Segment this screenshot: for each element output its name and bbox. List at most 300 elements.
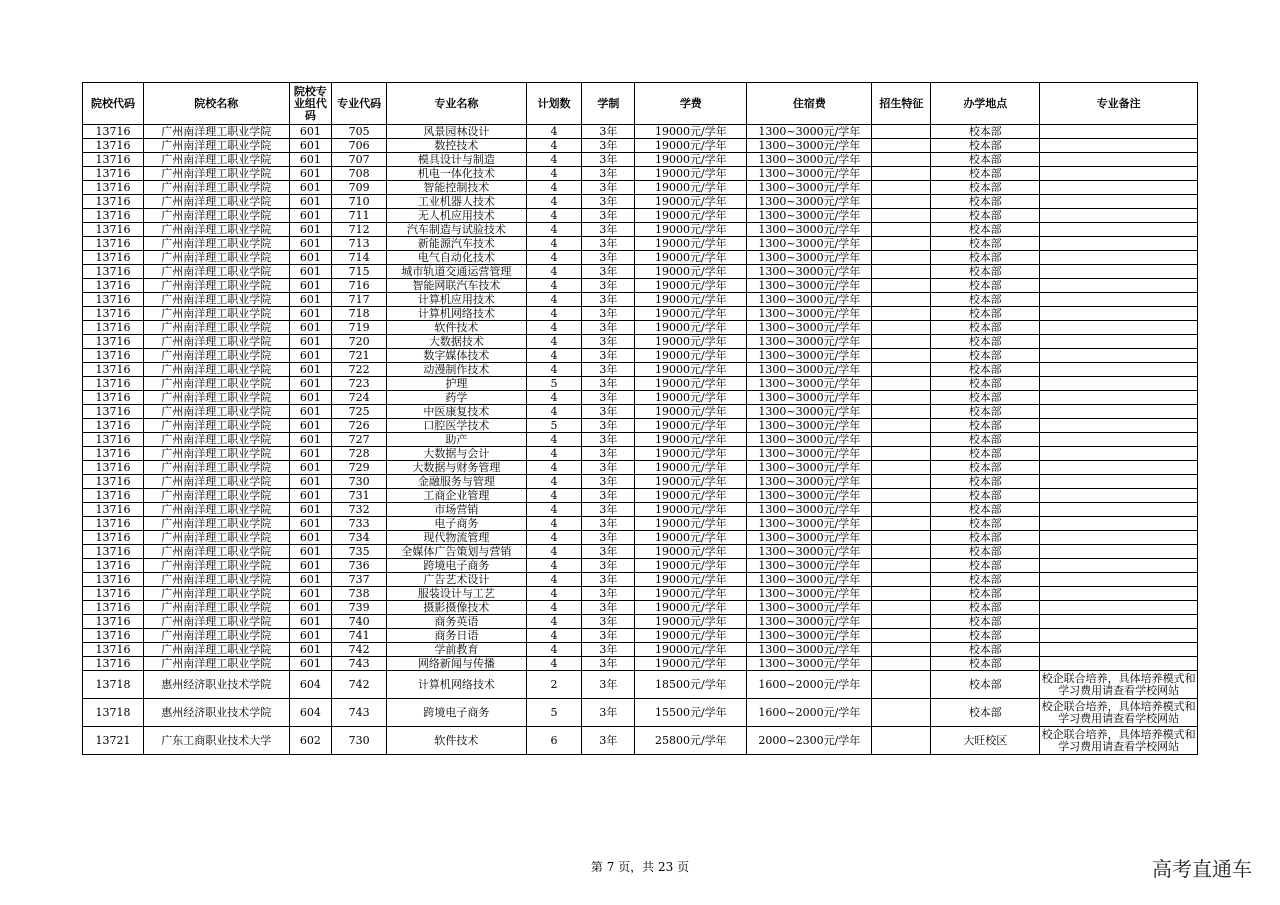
campus-cell: 校本部	[931, 153, 1040, 167]
accommodation-cell: 1300~3000元/学年	[747, 139, 872, 153]
group-code-cell: 601	[289, 293, 332, 307]
duration-cell: 3年	[582, 475, 635, 489]
plan-count-cell: 4	[526, 573, 582, 587]
enrollment-feature-cell	[872, 223, 931, 237]
tuition-cell: 19000元/学年	[635, 545, 747, 559]
enrollment-feature-cell	[872, 601, 931, 615]
accommodation-cell: 1300~3000元/学年	[747, 307, 872, 321]
tuition-cell: 19000元/学年	[635, 279, 747, 293]
enrollment-feature-cell	[872, 405, 931, 419]
school-code-cell: 13716	[83, 615, 144, 629]
school-code-cell: 13716	[83, 335, 144, 349]
school-name-cell: 广州南洋理工职业学院	[144, 307, 289, 321]
enrollment-feature-cell	[872, 153, 931, 167]
col-header-campus: 办学地点	[931, 83, 1040, 125]
duration-cell: 3年	[582, 363, 635, 377]
tuition-cell: 19000元/学年	[635, 573, 747, 587]
plan-count-cell: 4	[526, 223, 582, 237]
school-name-cell: 广州南洋理工职业学院	[144, 181, 289, 195]
table-row	[83, 503, 1198, 517]
major-code-cell: 732	[332, 503, 387, 517]
tuition-cell: 19000元/学年	[635, 517, 747, 531]
school-name-cell: 广州南洋理工职业学院	[144, 615, 289, 629]
duration-cell: 3年	[582, 447, 635, 461]
table-row	[83, 377, 1198, 391]
table-row	[83, 433, 1198, 447]
enrollment-feature-cell	[872, 545, 931, 559]
major-code-cell: 722	[332, 363, 387, 377]
school-code-cell: 13718	[83, 671, 144, 699]
school-name-cell: 广州南洋理工职业学院	[144, 475, 289, 489]
duration-cell: 3年	[582, 265, 635, 279]
major-name-cell: 工业机器人技术	[387, 195, 526, 209]
group-code-cell: 601	[289, 195, 332, 209]
major-notes-cell	[1040, 167, 1198, 181]
duration-cell: 3年	[582, 531, 635, 545]
duration-cell: 3年	[582, 601, 635, 615]
group-code-cell: 601	[289, 601, 332, 615]
accommodation-cell: 1300~3000元/学年	[747, 433, 872, 447]
campus-cell: 校本部	[931, 293, 1040, 307]
group-code-cell: 601	[289, 321, 332, 335]
duration-cell: 3年	[582, 559, 635, 573]
plan-count-cell: 4	[526, 643, 582, 657]
campus-cell: 校本部	[931, 237, 1040, 251]
campus-cell: 校本部	[931, 643, 1040, 657]
tuition-cell: 19000元/学年	[635, 391, 747, 405]
school-name-cell: 广州南洋理工职业学院	[144, 657, 289, 671]
tuition-cell: 19000元/学年	[635, 223, 747, 237]
major-name-cell: 大数据与会计	[387, 447, 526, 461]
school-name-cell: 广州南洋理工职业学院	[144, 545, 289, 559]
tuition-cell: 19000元/学年	[635, 293, 747, 307]
major-notes-cell	[1040, 293, 1198, 307]
major-code-cell: 708	[332, 167, 387, 181]
school-name-cell: 广州南洋理工职业学院	[144, 195, 289, 209]
duration-cell: 3年	[582, 489, 635, 503]
school-name-cell: 广州南洋理工职业学院	[144, 209, 289, 223]
major-code-cell: 714	[332, 251, 387, 265]
group-code-cell: 601	[289, 251, 332, 265]
enrollment-feature-cell	[872, 377, 931, 391]
table-row	[83, 657, 1198, 671]
col-header-accommodation: 住宿费	[747, 83, 872, 125]
school-name-cell: 广州南洋理工职业学院	[144, 279, 289, 293]
campus-cell: 校本部	[931, 489, 1040, 503]
accommodation-cell: 1300~3000元/学年	[747, 279, 872, 293]
campus-cell: 校本部	[931, 461, 1040, 475]
major-code-cell: 716	[332, 279, 387, 293]
school-code-cell: 13716	[83, 475, 144, 489]
enrollment-feature-cell	[872, 419, 931, 433]
school-code-cell: 13716	[83, 349, 144, 363]
duration-cell: 3年	[582, 503, 635, 517]
enrollment-feature-cell	[872, 643, 931, 657]
campus-cell: 校本部	[931, 601, 1040, 615]
major-name-cell: 数字媒体技术	[387, 349, 526, 363]
major-name-cell: 数控技术	[387, 139, 526, 153]
accommodation-cell: 1300~3000元/学年	[747, 405, 872, 419]
group-code-cell: 601	[289, 657, 332, 671]
accommodation-cell: 1300~3000元/学年	[747, 615, 872, 629]
table-row	[83, 125, 1198, 139]
campus-cell: 校本部	[931, 223, 1040, 237]
enrollment-feature-cell	[872, 251, 931, 265]
school-code-cell: 13716	[83, 489, 144, 503]
admission-plan-table	[82, 82, 1198, 755]
major-notes-cell	[1040, 125, 1198, 139]
major-name-cell: 电气自动化技术	[387, 251, 526, 265]
accommodation-cell: 1300~3000元/学年	[747, 321, 872, 335]
major-notes-cell	[1040, 419, 1198, 433]
campus-cell: 校本部	[931, 545, 1040, 559]
table-row	[83, 727, 1198, 755]
enrollment-feature-cell	[872, 195, 931, 209]
major-notes-cell	[1040, 531, 1198, 545]
duration-cell: 3年	[582, 307, 635, 321]
plan-count-cell: 4	[526, 517, 582, 531]
school-code-cell: 13716	[83, 643, 144, 657]
school-code-cell: 13716	[83, 279, 144, 293]
campus-cell: 校本部	[931, 587, 1040, 601]
campus-cell: 校本部	[931, 265, 1040, 279]
major-code-cell: 739	[332, 601, 387, 615]
table-row	[83, 573, 1198, 587]
major-notes-cell	[1040, 265, 1198, 279]
major-notes-cell: 校企联合培养，具体培养模式和学习费用请查看学校网站	[1041, 699, 1196, 725]
enrollment-feature-cell	[872, 335, 931, 349]
tuition-cell: 19000元/学年	[635, 531, 747, 545]
major-name-cell: 广告艺术设计	[387, 573, 526, 587]
table-row	[83, 181, 1198, 195]
school-code-cell: 13716	[83, 629, 144, 643]
col-header-duration: 学制	[582, 83, 635, 125]
tuition-cell: 19000元/学年	[635, 349, 747, 363]
tuition-cell: 19000元/学年	[635, 125, 747, 139]
group-code-cell: 602	[289, 727, 332, 755]
plan-count-cell: 4	[526, 209, 582, 223]
table-row	[83, 321, 1198, 335]
table-row	[83, 167, 1198, 181]
major-name-cell: 软件技术	[387, 727, 526, 755]
group-code-cell: 601	[289, 363, 332, 377]
tuition-cell: 19000元/学年	[635, 335, 747, 349]
group-code-cell: 601	[289, 559, 332, 573]
tuition-cell: 19000元/学年	[635, 447, 747, 461]
campus-cell: 校本部	[931, 195, 1040, 209]
tuition-cell: 19000元/学年	[635, 629, 747, 643]
school-code-cell: 13716	[83, 433, 144, 447]
table-row	[83, 601, 1198, 615]
duration-cell: 3年	[582, 139, 635, 153]
group-code-cell: 601	[289, 307, 332, 321]
plan-count-cell: 4	[526, 321, 582, 335]
major-name-cell: 市场营销	[387, 503, 526, 517]
major-notes-cell	[1040, 587, 1198, 601]
school-code-cell: 13718	[83, 699, 144, 727]
school-name-cell: 广州南洋理工职业学院	[144, 125, 289, 139]
table-row	[83, 615, 1198, 629]
accommodation-cell: 1300~3000元/学年	[747, 391, 872, 405]
duration-cell: 3年	[582, 433, 635, 447]
table-row	[83, 671, 1198, 699]
campus-cell: 校本部	[931, 167, 1040, 181]
enrollment-feature-cell	[872, 671, 931, 699]
school-name-cell: 广州南洋理工职业学院	[144, 405, 289, 419]
accommodation-cell: 1300~3000元/学年	[747, 195, 872, 209]
plan-count-cell: 4	[526, 503, 582, 517]
major-code-cell: 726	[332, 419, 387, 433]
major-notes-cell	[1040, 181, 1198, 195]
major-notes-cell	[1040, 405, 1198, 419]
table-row	[83, 195, 1198, 209]
school-name-cell: 广州南洋理工职业学院	[144, 265, 289, 279]
major-code-cell: 719	[332, 321, 387, 335]
major-name-cell: 摄影摄像技术	[387, 601, 526, 615]
major-code-cell: 725	[332, 405, 387, 419]
duration-cell: 3年	[582, 167, 635, 181]
tuition-cell: 19000元/学年	[635, 587, 747, 601]
enrollment-feature-cell	[872, 727, 931, 755]
tuition-cell: 19000元/学年	[635, 209, 747, 223]
major-code-cell: 717	[332, 293, 387, 307]
campus-cell: 校本部	[931, 251, 1040, 265]
group-code-cell: 601	[289, 475, 332, 489]
major-name-cell: 金融服务与管理	[387, 475, 526, 489]
tuition-cell: 19000元/学年	[635, 321, 747, 335]
table-row	[83, 559, 1198, 573]
campus-cell: 校本部	[931, 629, 1040, 643]
enrollment-feature-cell	[872, 237, 931, 251]
enrollment-feature-cell	[872, 279, 931, 293]
school-name-cell: 广州南洋理工职业学院	[144, 573, 289, 587]
table-row	[83, 531, 1198, 545]
accommodation-cell: 1300~3000元/学年	[747, 349, 872, 363]
table-row	[83, 293, 1198, 307]
duration-cell: 3年	[582, 293, 635, 307]
group-code-cell: 604	[289, 699, 332, 727]
major-notes-cell	[1040, 363, 1198, 377]
major-code-cell: 743	[332, 657, 387, 671]
group-code-cell: 601	[289, 167, 332, 181]
tuition-cell: 19000元/学年	[635, 307, 747, 321]
plan-count-cell: 4	[526, 279, 582, 293]
campus-cell: 校本部	[931, 209, 1040, 223]
table-row	[83, 461, 1198, 475]
plan-count-cell: 4	[526, 391, 582, 405]
school-code-cell: 13721	[83, 727, 144, 755]
major-notes-cell	[1040, 643, 1198, 657]
table-row	[83, 209, 1198, 223]
duration-cell: 3年	[582, 671, 635, 699]
group-code-cell: 601	[289, 223, 332, 237]
plan-count-cell: 4	[526, 293, 582, 307]
major-notes-cell	[1040, 195, 1198, 209]
campus-cell: 校本部	[931, 307, 1040, 321]
enrollment-feature-cell	[872, 447, 931, 461]
major-name-cell: 计算机网络技术	[387, 671, 526, 699]
enrollment-feature-cell	[872, 209, 931, 223]
group-code-cell: 601	[289, 125, 332, 139]
table-row	[83, 223, 1198, 237]
accommodation-cell: 1300~3000元/学年	[747, 503, 872, 517]
table-row	[83, 419, 1198, 433]
major-name-cell: 大数据与财务管理	[387, 461, 526, 475]
accommodation-cell: 1300~3000元/学年	[747, 461, 872, 475]
accommodation-cell: 1300~3000元/学年	[747, 181, 872, 195]
major-code-cell: 721	[332, 349, 387, 363]
campus-cell: 校本部	[931, 321, 1040, 335]
accommodation-cell: 1300~3000元/学年	[747, 293, 872, 307]
plan-count-cell: 4	[526, 489, 582, 503]
tuition-cell: 19000元/学年	[635, 461, 747, 475]
enrollment-feature-cell	[872, 391, 931, 405]
group-code-cell: 601	[289, 405, 332, 419]
enrollment-feature-cell	[872, 475, 931, 489]
major-name-cell: 跨境电子商务	[387, 559, 526, 573]
plan-count-cell: 4	[526, 475, 582, 489]
major-code-cell: 715	[332, 265, 387, 279]
table-row	[83, 139, 1198, 153]
school-code-cell: 13716	[83, 223, 144, 237]
duration-cell: 3年	[582, 391, 635, 405]
plan-count-cell: 5	[526, 419, 582, 433]
duration-cell: 3年	[582, 195, 635, 209]
table-row	[83, 153, 1198, 167]
accommodation-cell: 1300~3000元/学年	[747, 657, 872, 671]
school-name-cell: 广州南洋理工职业学院	[144, 363, 289, 377]
school-code-cell: 13716	[83, 293, 144, 307]
school-code-cell: 13716	[83, 209, 144, 223]
school-name-cell: 广州南洋理工职业学院	[144, 489, 289, 503]
tuition-cell: 19000元/学年	[635, 503, 747, 517]
accommodation-cell: 1300~3000元/学年	[747, 573, 872, 587]
enrollment-feature-cell	[872, 587, 931, 601]
major-notes-cell	[1040, 475, 1198, 489]
group-code-cell: 604	[289, 671, 332, 699]
group-code-cell: 601	[289, 643, 332, 657]
enrollment-feature-cell	[872, 321, 931, 335]
duration-cell: 3年	[582, 545, 635, 559]
campus-cell: 校本部	[931, 279, 1040, 293]
table-row	[83, 545, 1198, 559]
major-notes-cell	[1040, 503, 1198, 517]
duration-cell: 3年	[582, 181, 635, 195]
tuition-cell: 19000元/学年	[635, 615, 747, 629]
major-notes-cell	[1040, 615, 1198, 629]
campus-cell: 校本部	[931, 419, 1040, 433]
major-code-cell: 727	[332, 433, 387, 447]
plan-count-cell: 4	[526, 629, 582, 643]
plan-count-cell: 4	[526, 615, 582, 629]
school-name-cell: 广州南洋理工职业学院	[144, 447, 289, 461]
school-name-cell: 广州南洋理工职业学院	[144, 335, 289, 349]
duration-cell: 3年	[582, 629, 635, 643]
table-row	[83, 307, 1198, 321]
campus-cell: 大旺校区	[931, 727, 1040, 755]
table-row	[83, 349, 1198, 363]
campus-cell: 校本部	[931, 657, 1040, 671]
major-name-cell: 口腔医学技术	[387, 419, 526, 433]
major-notes-cell	[1040, 307, 1198, 321]
major-name-cell: 汽车制造与试验技术	[387, 223, 526, 237]
accommodation-cell: 1300~3000元/学年	[747, 517, 872, 531]
school-code-cell: 13716	[83, 405, 144, 419]
table-row	[83, 279, 1198, 293]
school-name-cell: 广州南洋理工职业学院	[144, 601, 289, 615]
group-code-cell: 601	[289, 419, 332, 433]
table-row	[83, 699, 1198, 727]
group-code-cell: 601	[289, 587, 332, 601]
accommodation-cell: 1300~3000元/学年	[747, 629, 872, 643]
tuition-cell: 19000元/学年	[635, 559, 747, 573]
group-code-cell: 601	[289, 489, 332, 503]
enrollment-feature-cell	[872, 433, 931, 447]
major-name-cell: 现代物流管理	[387, 531, 526, 545]
accommodation-cell: 1300~3000元/学年	[747, 251, 872, 265]
accommodation-cell: 1300~3000元/学年	[747, 237, 872, 251]
enrollment-feature-cell	[872, 559, 931, 573]
group-code-cell: 601	[289, 391, 332, 405]
campus-cell: 校本部	[931, 531, 1040, 545]
duration-cell: 3年	[582, 587, 635, 601]
enrollment-feature-cell	[872, 489, 931, 503]
major-name-cell: 软件技术	[387, 321, 526, 335]
duration-cell: 3年	[582, 517, 635, 531]
accommodation-cell: 1300~3000元/学年	[747, 531, 872, 545]
group-code-cell: 601	[289, 139, 332, 153]
enrollment-feature-cell	[872, 531, 931, 545]
major-name-cell: 商务日语	[387, 629, 526, 643]
accommodation-cell: 1300~3000元/学年	[747, 489, 872, 503]
major-notes-cell	[1040, 139, 1198, 153]
accommodation-cell: 1300~3000元/学年	[747, 335, 872, 349]
school-name-cell: 广州南洋理工职业学院	[144, 349, 289, 363]
col-header-enrollment-feature: 招生特征	[872, 83, 931, 125]
school-name-cell: 广州南洋理工职业学院	[144, 167, 289, 181]
table-row	[83, 629, 1198, 643]
col-header-school-code: 院校代码	[83, 83, 144, 125]
accommodation-cell: 1300~3000元/学年	[747, 125, 872, 139]
plan-count-cell: 4	[526, 405, 582, 419]
school-name-cell: 广州南洋理工职业学院	[144, 223, 289, 237]
major-name-cell: 计算机应用技术	[387, 293, 526, 307]
table-row	[83, 517, 1198, 531]
plan-count-cell: 4	[526, 307, 582, 321]
major-code-cell: 710	[332, 195, 387, 209]
major-notes-cell	[1040, 335, 1198, 349]
tuition-cell: 19000元/学年	[635, 643, 747, 657]
enrollment-feature-cell	[872, 181, 931, 195]
campus-cell: 校本部	[931, 349, 1040, 363]
accommodation-cell: 1300~3000元/学年	[747, 377, 872, 391]
major-code-cell: 737	[332, 573, 387, 587]
duration-cell: 3年	[582, 657, 635, 671]
table-row	[83, 391, 1198, 405]
table-row	[83, 265, 1198, 279]
major-code-cell: 711	[332, 209, 387, 223]
enrollment-feature-cell	[872, 503, 931, 517]
duration-cell: 3年	[582, 419, 635, 433]
group-code-cell: 601	[289, 629, 332, 643]
accommodation-cell: 1300~3000元/学年	[747, 153, 872, 167]
major-code-cell: 724	[332, 391, 387, 405]
campus-cell: 校本部	[931, 181, 1040, 195]
duration-cell: 3年	[582, 461, 635, 475]
duration-cell: 3年	[582, 209, 635, 223]
campus-cell: 校本部	[931, 433, 1040, 447]
school-name-cell: 广州南洋理工职业学院	[144, 643, 289, 657]
